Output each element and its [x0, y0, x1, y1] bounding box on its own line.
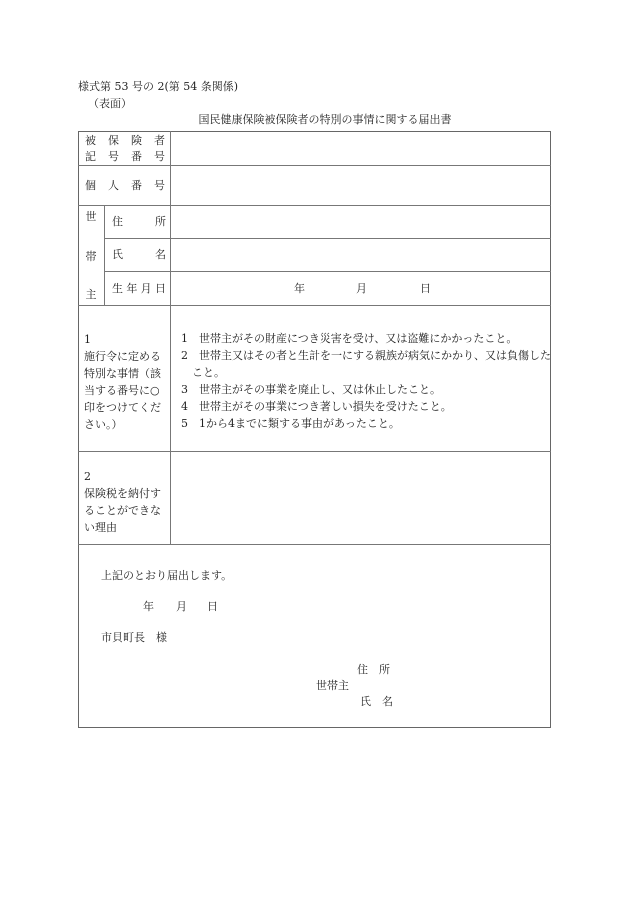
- insured-number-field[interactable]: [171, 132, 550, 165]
- label-char: 個: [85, 179, 96, 192]
- label-char: 号: [154, 150, 165, 163]
- label-line: 2: [84, 470, 91, 483]
- insured-label-row2: [85, 148, 165, 165]
- label-char: 番: [131, 179, 142, 192]
- signer-householder-label: 世帯主: [316, 679, 349, 692]
- householder-char: 主: [85, 288, 97, 301]
- label-char: 人: [108, 179, 119, 192]
- reason1-options: [181, 330, 551, 432]
- householder-char: 世: [85, 210, 97, 223]
- dob-year: 年: [294, 282, 305, 295]
- personal-number-label: [85, 177, 165, 194]
- declaration-month: 月: [176, 600, 187, 613]
- label-char: 所: [155, 215, 166, 228]
- row-divider: [78, 305, 551, 306]
- label-char: 号: [108, 150, 119, 163]
- label-char: 生: [112, 282, 123, 295]
- label-char: 番: [131, 150, 142, 163]
- name-label: [112, 246, 166, 263]
- name-field[interactable]: [171, 239, 550, 271]
- label-char: 年: [126, 282, 138, 295]
- label-char: 記: [85, 150, 96, 163]
- insured-label-row1: [85, 132, 165, 149]
- address-field[interactable]: [171, 206, 550, 238]
- reason-option[interactable]: 4 世帯主がその事業につき著しい損失を受けたこと。: [181, 400, 452, 413]
- label-char: 日: [154, 282, 166, 295]
- label-line: い理由: [84, 521, 117, 534]
- reason1-label: [84, 331, 161, 433]
- label-line: ることができな: [84, 504, 161, 517]
- reason-option-cont: こと。: [181, 366, 225, 379]
- signer-address-label: 住 所: [357, 663, 390, 676]
- label-line: さい。）: [84, 418, 123, 431]
- label-char: 住: [112, 215, 123, 228]
- signer-name-label: 氏 名: [360, 695, 393, 708]
- label-line: 特別な事情（該: [84, 367, 161, 380]
- label-line: 印をつけてくだ: [84, 401, 161, 414]
- reason-option[interactable]: 3 世帯主がその事業を廃止し、又は休止したこと。: [181, 383, 441, 396]
- declaration-year: 年: [143, 600, 154, 613]
- dob-label: [112, 280, 166, 297]
- form-code: 様式第 53 号の 2(第 54 条関係): [78, 80, 239, 93]
- label-char: 名: [155, 248, 166, 261]
- address-label: [112, 213, 166, 230]
- householder-char: 帯: [85, 250, 97, 263]
- label-char: 月: [140, 282, 152, 295]
- declaration-day: 日: [207, 600, 218, 613]
- label-line: 1: [84, 333, 91, 346]
- reason2-label: [84, 468, 161, 536]
- label-char: 氏: [112, 248, 123, 261]
- declaration-statement: 上記のとおり届出します。: [101, 569, 233, 582]
- label-char: 者: [154, 134, 165, 147]
- label-char: 保: [108, 134, 119, 147]
- dob-day: 日: [420, 282, 431, 295]
- document-title: 国民健康保険被保険者の特別の事情に関する届出書: [198, 113, 452, 126]
- column-divider: [104, 205, 105, 305]
- reason-option[interactable]: 1 世帯主がその財産につき災害を受け、又は盗難にかかったこと。: [181, 332, 518, 345]
- label-line: 保険税を納付す: [84, 487, 161, 500]
- label-char: 号: [154, 179, 165, 192]
- dob-month: 月: [356, 282, 367, 295]
- reason-option[interactable]: 2 世帯主又はその者と生計を一にする親族が病気にかかり、又は負傷した: [181, 349, 551, 362]
- addressee: 市貝町長 様: [101, 631, 167, 644]
- label-char: 被: [85, 134, 96, 147]
- label-line: 当する番号に○: [84, 384, 160, 397]
- personal-number-field[interactable]: [171, 166, 550, 205]
- label-char: 険: [131, 134, 142, 147]
- label-line: 施行令に定める: [84, 350, 161, 363]
- reason2-field[interactable]: [171, 452, 550, 544]
- face-label: （表面）: [88, 97, 132, 110]
- row-divider: [78, 544, 551, 545]
- reason-option[interactable]: 5 1から4までに類する事由があったこと。: [181, 417, 400, 430]
